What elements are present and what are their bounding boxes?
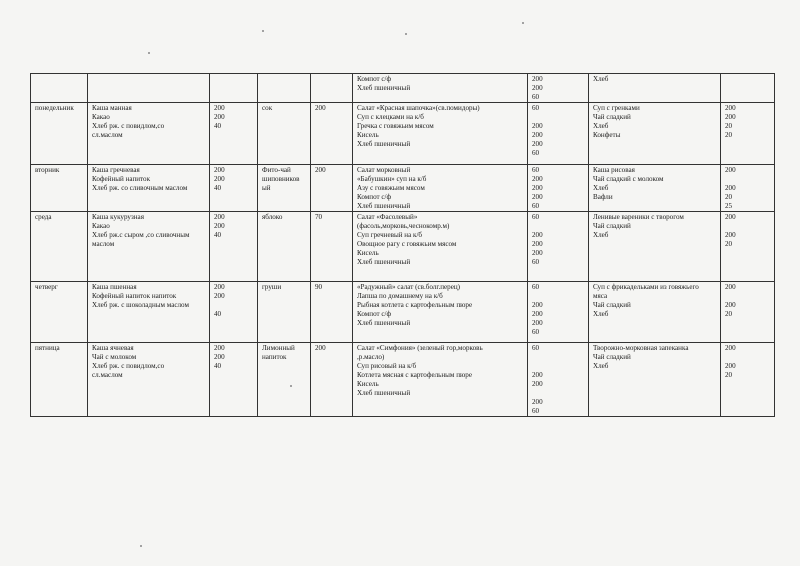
- lunch-item: «Бабушкин» суп на к/б: [357, 175, 427, 183]
- breakfast-qty-cell: [210, 103, 258, 165]
- menu-row: [31, 103, 775, 165]
- snack-cell: [258, 343, 311, 417]
- breakfast-qty-cell: [210, 343, 258, 417]
- breakfast-item: Каша ячневая: [92, 344, 134, 352]
- day-name: пятница: [35, 344, 60, 352]
- lunch-item: Компот с/ф: [357, 310, 392, 318]
- breakfast-qty: 40: [214, 184, 222, 192]
- breakfast-qty: 200: [214, 175, 225, 183]
- dinner-item: Хлеб: [593, 184, 609, 192]
- dinner-qty: 200: [725, 113, 736, 121]
- breakfast-qty: 200: [214, 222, 225, 230]
- breakfast-qty: 200: [214, 344, 225, 352]
- snack-qty-cell: [311, 74, 353, 103]
- day-cell: [31, 282, 88, 343]
- lunch-qty-cell: [528, 165, 589, 212]
- lunch-qty: 60: [532, 149, 540, 157]
- day-cell: [31, 165, 88, 212]
- snack-qty: 70: [315, 213, 323, 221]
- dinner-cell: [589, 74, 721, 103]
- breakfast-item: Кофейный напиток напиток: [92, 292, 177, 300]
- dinner-item: Творожно-морковная запеканка: [593, 344, 689, 352]
- menu-rows: [31, 74, 775, 417]
- lunch-item: Хлеб пшеничный: [357, 389, 411, 397]
- lunch-item: Салат «Симфония» (зеленый гор,морковь: [357, 344, 483, 352]
- breakfast-cell: [88, 343, 210, 417]
- dinner-qty: 200: [725, 344, 736, 352]
- scan-speck: [148, 52, 150, 54]
- scan-speck: [290, 385, 292, 387]
- dinner-qty: 200: [725, 184, 736, 192]
- dinner-item: Ленивые вареники с творогом: [593, 213, 684, 221]
- dinner-item: Каша рисовая: [593, 166, 635, 174]
- snack-item: груши: [262, 283, 282, 291]
- snack-qty: 200: [315, 166, 326, 174]
- breakfast-item: Каша гречневая: [92, 166, 140, 174]
- breakfast-item: маслом: [92, 240, 115, 248]
- breakfast-qty-cell: [210, 212, 258, 282]
- dinner-item: Хлеб: [593, 75, 609, 83]
- dinner-qty: 200: [725, 283, 736, 291]
- dinner-qty: 200: [725, 213, 736, 221]
- breakfast-item: Чай с молоком: [92, 353, 137, 361]
- lunch-cell: [353, 212, 528, 282]
- snack-qty-cell: [311, 165, 353, 212]
- dinner-item: Хлеб: [593, 122, 609, 130]
- lunch-item: Гречка с говяжьим мясом: [357, 122, 434, 130]
- lunch-qty: 200: [532, 184, 543, 192]
- lunch-qty: 200: [532, 240, 543, 248]
- lunch-qty: 60: [532, 213, 540, 221]
- breakfast-qty: 200: [214, 213, 225, 221]
- lunch-qty: 60: [532, 202, 540, 210]
- breakfast-qty: 200: [214, 113, 225, 121]
- lunch-qty-cell: [528, 282, 589, 343]
- lunch-qty: 200: [532, 319, 543, 327]
- dinner-item: Хлеб: [593, 310, 609, 318]
- breakfast-qty: 200: [214, 166, 225, 174]
- lunch-item: Хлеб пшеничный: [357, 319, 411, 327]
- snack-cell: [258, 103, 311, 165]
- lunch-qty: 60: [532, 407, 540, 415]
- lunch-qty: 200: [532, 371, 543, 379]
- breakfast-qty-cell: [210, 282, 258, 343]
- snack-cell: [258, 74, 311, 103]
- dinner-qty: 200: [725, 362, 736, 370]
- snack-item: сок: [262, 104, 273, 112]
- lunch-qty: 200: [532, 231, 543, 239]
- breakfast-cell: [88, 74, 210, 103]
- dinner-item: Суп с гренками: [593, 104, 640, 112]
- day-name: понедельник: [35, 104, 74, 112]
- dinner-cell: [589, 343, 721, 417]
- lunch-item: Суп рисовый на к/б: [357, 362, 417, 370]
- lunch-item: Суп гречневый на к/б: [357, 231, 423, 239]
- menu-row: [31, 74, 775, 103]
- dinner-cell: [589, 165, 721, 212]
- day-name: четверг: [35, 283, 58, 291]
- lunch-qty: [532, 362, 585, 371]
- lunch-qty: [532, 222, 585, 231]
- breakfast-cell: [88, 103, 210, 165]
- snack-cell: [258, 165, 311, 212]
- lunch-item: Рыбная котлета с картофельным пюре: [357, 301, 473, 309]
- lunch-qty: 200: [532, 175, 543, 183]
- dinner-item: Чай сладкий: [593, 113, 631, 121]
- lunch-item: Хлеб пшеничный: [357, 140, 411, 148]
- snack-qty: 200: [315, 104, 326, 112]
- breakfast-qty: [214, 301, 254, 310]
- dinner-qty-cell: [721, 74, 775, 103]
- lunch-qty: [532, 353, 585, 362]
- dinner-qty-cell: [721, 212, 775, 282]
- lunch-item: Салат морковный: [357, 166, 411, 174]
- snack-item: яблоко: [262, 213, 283, 221]
- menu-table: [30, 73, 775, 417]
- lunch-qty: 200: [532, 398, 543, 406]
- breakfast-qty: 40: [214, 122, 222, 130]
- dinner-cell: [589, 282, 721, 343]
- snack-item: Лимонный напиток: [262, 344, 295, 361]
- dinner-item: мяса: [593, 292, 608, 300]
- menu-row: [31, 282, 775, 343]
- snack-item: Фито-чай шиповников ый: [262, 166, 300, 192]
- lunch-item: Котлета мясная с картофельным пюре: [357, 371, 472, 379]
- dinner-cell: [589, 212, 721, 282]
- snack-cell: [258, 282, 311, 343]
- lunch-qty: 60: [532, 104, 540, 112]
- snack-qty: [315, 75, 349, 84]
- dinner-item: Чай сладкий: [593, 222, 631, 230]
- breakfast-item: сл.маслом: [92, 131, 123, 139]
- snack-qty: 200: [315, 344, 326, 352]
- breakfast-item: Кофейный напиток: [92, 175, 151, 183]
- dinner-qty: [725, 353, 771, 362]
- lunch-qty: 200: [532, 193, 543, 201]
- lunch-qty: 200: [532, 140, 543, 148]
- day-cell: [31, 343, 88, 417]
- breakfast-qty: 40: [214, 310, 222, 318]
- lunch-qty-cell: [528, 74, 589, 103]
- dinner-cell: [589, 103, 721, 165]
- lunch-qty: 60: [532, 258, 540, 266]
- lunch-cell: [353, 343, 528, 417]
- snack-qty-cell: [311, 212, 353, 282]
- dinner-qty: 20: [725, 131, 733, 139]
- breakfast-item: Хлеб рж. с повидлом,со: [92, 362, 165, 370]
- dinner-item: Чай сладкий: [593, 301, 631, 309]
- lunch-qty: 60: [532, 328, 540, 336]
- dinner-qty: 200: [725, 104, 736, 112]
- scan-speck: [405, 33, 407, 35]
- lunch-item: Кисель: [357, 249, 379, 257]
- dinner-qty: 25: [725, 202, 733, 210]
- lunch-cell: [353, 103, 528, 165]
- lunch-item: Хлеб пшеничный: [357, 258, 411, 266]
- scan-speck: [140, 545, 142, 547]
- lunch-cell: [353, 74, 528, 103]
- dinner-item: Чай сладкий с молоком: [593, 175, 664, 183]
- dinner-qty: 200: [725, 166, 736, 174]
- lunch-item: Хлеб пшеничный: [357, 202, 411, 210]
- lunch-qty: 200: [532, 249, 543, 257]
- dinner-qty: 20: [725, 240, 733, 248]
- day-name: среда: [35, 213, 52, 221]
- breakfast-qty: 40: [214, 231, 222, 239]
- breakfast-item: Какао: [92, 113, 110, 121]
- lunch-item: Овощное рагу с говяжьим мясом: [357, 240, 457, 248]
- dinner-qty: [725, 175, 771, 184]
- lunch-qty-cell: [528, 103, 589, 165]
- dinner-qty: 20: [725, 122, 733, 130]
- dinner-item: Вафли: [593, 193, 613, 201]
- lunch-qty-cell: [528, 343, 589, 417]
- dinner-qty-cell: [721, 343, 775, 417]
- lunch-qty: [532, 113, 585, 122]
- lunch-qty: 200: [532, 131, 543, 139]
- dinner-qty: [725, 222, 771, 231]
- menu-row: [31, 165, 775, 212]
- breakfast-item: Хлеб рж.с сыром ,со сливочным: [92, 231, 190, 239]
- day-name: вторник: [35, 166, 60, 174]
- day-name: [35, 75, 84, 84]
- dinner-item: Чай сладкий: [593, 353, 631, 361]
- lunch-qty: 200: [532, 84, 543, 92]
- dinner-qty: 200: [725, 301, 736, 309]
- breakfast-cell: [88, 212, 210, 282]
- breakfast-qty: 200: [214, 292, 225, 300]
- snack-qty-cell: [311, 282, 353, 343]
- lunch-item: Компот с/ф: [357, 193, 392, 201]
- breakfast-qty-cell: [210, 165, 258, 212]
- breakfast-qty: 200: [214, 104, 225, 112]
- breakfast-item: Хлеб рж. с шоколадным маслом: [92, 301, 189, 309]
- lunch-cell: [353, 282, 528, 343]
- dinner-qty: 20: [725, 310, 733, 318]
- lunch-item: Азу с говяжьим мясом: [357, 184, 425, 192]
- breakfast-qty: 200: [214, 353, 225, 361]
- lunch-item: «Радужный» салат (св.болг.перец): [357, 283, 461, 291]
- lunch-qty: 200: [532, 122, 543, 130]
- day-cell: [31, 212, 88, 282]
- dinner-item: Хлеб: [593, 362, 609, 370]
- lunch-qty: [532, 292, 585, 301]
- dinner-qty: 20: [725, 371, 733, 379]
- lunch-item: Компот с/ф: [357, 75, 392, 83]
- lunch-qty: 200: [532, 301, 543, 309]
- lunch-item: Кисель: [357, 380, 379, 388]
- dinner-item: Суп с фрикадельками из говяжьего: [593, 283, 699, 291]
- menu-row: [31, 212, 775, 282]
- dinner-qty: 200: [725, 231, 736, 239]
- lunch-item: Салат «Фасолевый»: [357, 213, 418, 221]
- breakfast-item: Какао: [92, 222, 110, 230]
- snack-cell: [258, 212, 311, 282]
- lunch-item: Суп с клецками на к/б: [357, 113, 424, 121]
- dinner-qty: 20: [725, 193, 733, 201]
- lunch-item: Салат «Красная шапочка»(св.помидоры): [357, 104, 480, 112]
- lunch-qty: 60: [532, 283, 540, 291]
- scan-speck: [522, 22, 524, 24]
- lunch-qty: 200: [532, 310, 543, 318]
- breakfast-item: сл.маслом: [92, 371, 123, 379]
- breakfast-qty-cell: [210, 74, 258, 103]
- snack-qty: 90: [315, 283, 323, 291]
- lunch-item: ,р.масло): [357, 353, 385, 361]
- day-cell: [31, 103, 88, 165]
- breakfast-item: Хлеб рж. с повидлом,со: [92, 122, 165, 130]
- lunch-qty: 60: [532, 166, 540, 174]
- scan-speck: [262, 30, 264, 32]
- lunch-qty: 200: [532, 75, 543, 83]
- snack-qty-cell: [311, 343, 353, 417]
- dinner-qty: [725, 292, 771, 301]
- dinner-qty-cell: [721, 282, 775, 343]
- lunch-qty: 200: [532, 380, 543, 388]
- lunch-item: Кисель: [357, 131, 379, 139]
- lunch-item: Лапша по домашнему на к/б: [357, 292, 443, 300]
- lunch-qty-cell: [528, 212, 589, 282]
- lunch-cell: [353, 165, 528, 212]
- breakfast-qty: 40: [214, 362, 222, 370]
- snack-item: [262, 75, 307, 84]
- snack-qty-cell: [311, 103, 353, 165]
- dinner-item: Хлеб: [593, 231, 609, 239]
- breakfast-item: Каша манная: [92, 104, 132, 112]
- breakfast-item: Каша пшенная: [92, 283, 137, 291]
- breakfast-item: Каша кукурузная: [92, 213, 144, 221]
- dinner-qty-cell: [721, 165, 775, 212]
- dinner-qty-cell: [721, 103, 775, 165]
- breakfast-cell: [88, 282, 210, 343]
- dinner-item: Конфеты: [593, 131, 621, 139]
- lunch-qty: 60: [532, 93, 540, 101]
- breakfast-qty: 200: [214, 283, 225, 291]
- day-cell: [31, 74, 88, 103]
- breakfast-item: Хлеб рж. со сливочным маслом: [92, 184, 188, 192]
- breakfast-cell: [88, 165, 210, 212]
- lunch-qty: 60: [532, 344, 540, 352]
- menu-row: [31, 343, 775, 417]
- lunch-qty: [532, 389, 585, 398]
- lunch-item: (фасоль,морковь,чеснокомр.м): [357, 222, 450, 230]
- lunch-item: Хлеб пшеничный: [357, 84, 411, 92]
